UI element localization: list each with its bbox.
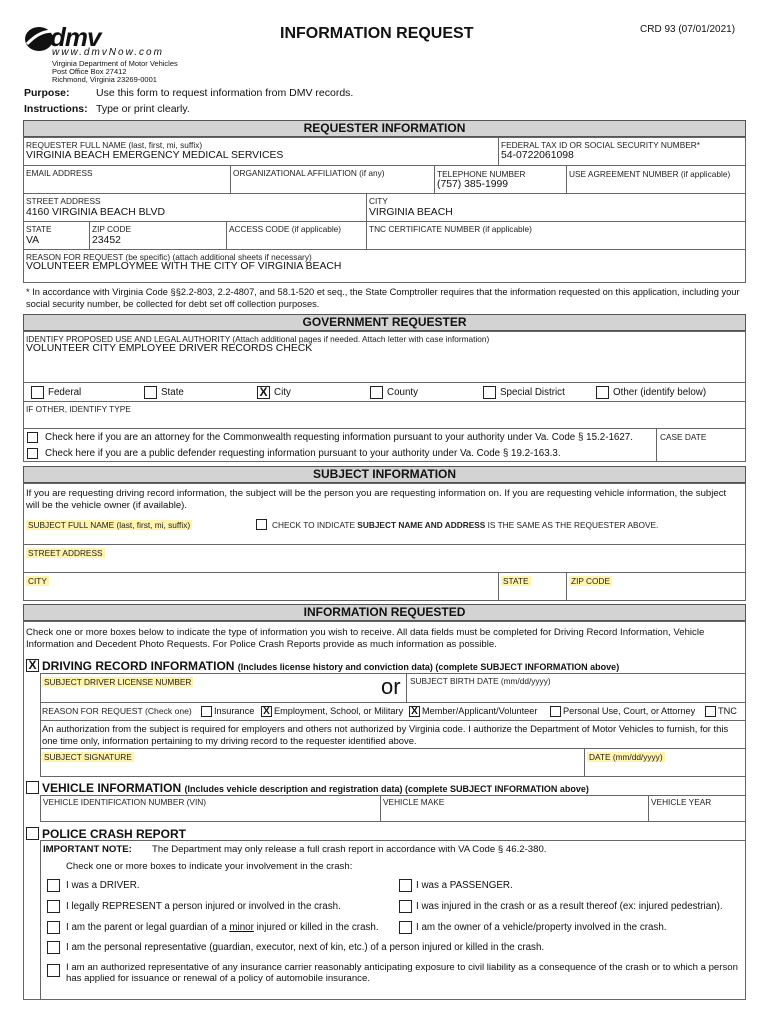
driver-text: I was a DRIVER. bbox=[66, 880, 140, 891]
driving-record-title: DRIVING RECORD INFORMATION (Includes license history and conviction data) (complete SUBJECT INFORMATION above) bbox=[42, 659, 620, 673]
requester-name-label: REQUESTER FULL NAME (last, first, mi, suffix) bbox=[26, 140, 203, 150]
org-affiliation-label: ORGANIZATIONAL AFFILIATION (if any) bbox=[233, 168, 385, 178]
government-section-header: GOVERNMENT REQUESTER bbox=[23, 314, 746, 331]
injured-text: I was injured in the crash or as a result thereof (ex: injured pedestrian). bbox=[416, 901, 723, 912]
other-type-field[interactable] bbox=[26, 414, 741, 425]
city-field[interactable]: VIRGINIA BEACH bbox=[369, 207, 453, 218]
subject-intro: If you are requesting driving record information, the subject will be the person you are requesting information on. If you are requesting vehicle information, the subject will be the vehicle owner (if available). bbox=[26, 488, 727, 511]
requester-name-field[interactable]: VIRGINIA BEACH EMERGENCY MEDICAL SERVICES bbox=[26, 150, 284, 161]
reason-label: Employment, School, or Military bbox=[274, 706, 404, 716]
use-agreement-field[interactable] bbox=[569, 180, 741, 191]
birth-date-field[interactable] bbox=[410, 688, 740, 700]
gov-type-label: City bbox=[274, 387, 291, 398]
gov-type-checkbox-city[interactable]: X bbox=[257, 386, 270, 399]
gov-type-checkbox-other-identify-below[interactable] bbox=[596, 386, 609, 399]
form-code: CRD 93 (07/01/2021) bbox=[640, 24, 736, 35]
subject-signature-label: SUBJECT SIGNATURE bbox=[44, 752, 132, 762]
reason-checkbox-member-applicant-volunteer[interactable]: X bbox=[409, 706, 420, 717]
reason-checkbox-insurance[interactable] bbox=[201, 706, 212, 717]
parent-text: I am the parent or legal guardian of a minor injured or killed in the crash. bbox=[66, 922, 379, 933]
other-type-label: IF OTHER, IDENTIFY TYPE bbox=[26, 404, 131, 414]
gov-type-checkbox-county[interactable] bbox=[370, 386, 383, 399]
subject-zip-field[interactable] bbox=[569, 587, 741, 599]
attorney-text: Check here if you are an attorney for the Commonwealth requesting information pursuant to your authority under Va. Code § 15.2-1627. bbox=[45, 432, 633, 443]
subject-city-label: CITY bbox=[28, 576, 47, 586]
driving-record-checkbox[interactable]: X bbox=[26, 659, 39, 672]
purpose-label: Purpose: bbox=[24, 87, 70, 99]
org-affiliation-field[interactable] bbox=[233, 178, 429, 190]
reason-label: Personal Use, Court, or Attorney bbox=[563, 706, 696, 716]
form-title: INFORMATION REQUEST bbox=[280, 25, 474, 42]
logo-url: www.dmvNow.com bbox=[52, 47, 164, 58]
email-field[interactable] bbox=[26, 178, 226, 190]
parent-checkbox[interactable] bbox=[47, 921, 60, 934]
passenger-text: I was a PASSENGER. bbox=[416, 880, 513, 891]
vin-field[interactable] bbox=[43, 808, 375, 820]
reason-checkbox-personal-use-court-or-attorney[interactable] bbox=[550, 706, 561, 717]
owner-text: I am the owner of a vehicle/property involved in the crash. bbox=[416, 922, 667, 933]
personal-rep-text: I am the personal representative (guardian, executor, next of kin, etc.) of a person injured or killed in the crash. bbox=[66, 942, 545, 953]
reason-label: Insurance bbox=[214, 706, 255, 716]
subject-street-label: STREET ADDRESS bbox=[28, 548, 103, 558]
subject-signature-field[interactable] bbox=[42, 762, 580, 775]
subject-section-header: SUBJECT INFORMATION bbox=[23, 466, 746, 483]
zip-label: ZIP CODE bbox=[92, 224, 132, 234]
comptroller-footnote: * In accordance with Virginia Code §§2.2-803, 2.2-4807, and 58.1-520 et seq., the State Comptroller requires that the information requested on this application, including your social security number, be collected for debt set off collection purposes. bbox=[26, 287, 740, 309]
important-note-label: IMPORTANT NOTE: bbox=[43, 844, 132, 855]
passenger-checkbox[interactable] bbox=[399, 879, 412, 892]
vehicle-info-title: VEHICLE INFORMATION (Includes vehicle description and registration data) (complete SUBJECT INFORMATION above) bbox=[42, 781, 589, 795]
vehicle-make-field[interactable] bbox=[383, 808, 643, 820]
important-note-text: The Department may only release a full crash report in accordance with VA Code § 46.2-380. bbox=[152, 844, 547, 855]
reason-label: Member/Applicant/Volunteer bbox=[422, 706, 538, 716]
signature-date-label: DATE (mm/dd/yyyy) bbox=[589, 752, 663, 762]
crash-report-title: POLICE CRASH REPORT bbox=[42, 827, 187, 841]
gov-type-checkbox-state[interactable] bbox=[144, 386, 157, 399]
crash-check-intro: Check one or more boxes to indicate your involvement in the crash: bbox=[66, 861, 353, 872]
subject-city-field[interactable] bbox=[26, 587, 494, 599]
crash-report-checkbox[interactable] bbox=[26, 827, 39, 840]
owner-checkbox[interactable] bbox=[399, 921, 412, 934]
tnc-cert-field[interactable] bbox=[369, 235, 741, 246]
public-defender-checkbox[interactable] bbox=[27, 448, 38, 459]
represent-checkbox[interactable] bbox=[47, 900, 60, 913]
authorization-text: An authorization from the subject is required for employers and others not authorized by Virginia code. I authorize the Department of Motor Vehicles to furnish, for this one time only, information pertaining to my driving record to the requester identified above. bbox=[42, 723, 729, 746]
proposed-use-label: IDENTIFY PROPOSED USE AND LEGAL AUTHORITY (Attach additional pages if needed. Attach letter with case information) bbox=[26, 334, 490, 344]
state-label: STATE bbox=[26, 224, 52, 234]
driver-license-field[interactable] bbox=[42, 688, 372, 700]
vehicle-year-label: VEHICLE YEAR bbox=[651, 797, 712, 807]
subject-zip-label: ZIP CODE bbox=[571, 576, 611, 586]
requester-section-header: REQUESTER INFORMATION bbox=[23, 120, 746, 137]
case-date-field[interactable] bbox=[660, 443, 742, 457]
driving-reason-label: REASON FOR REQUEST (Check one) bbox=[42, 706, 192, 716]
public-defender-text: Check here if you are a public defender requesting information pursuant to your authority under Va. Code § 19.2-163.3. bbox=[45, 448, 561, 459]
personal-rep-checkbox[interactable] bbox=[47, 941, 60, 954]
instructions-label: Instructions: bbox=[24, 103, 88, 115]
gov-type-checkbox-federal[interactable] bbox=[31, 386, 44, 399]
case-date-label: CASE DATE bbox=[660, 432, 707, 442]
street-field[interactable]: 4160 VIRGINIA BEACH BLVD bbox=[26, 207, 165, 218]
use-agreement-label: USE AGREEMENT NUMBER (if applicable) bbox=[569, 169, 731, 179]
birth-date-label: SUBJECT BIRTH DATE (mm/dd/yyyy) bbox=[410, 676, 551, 686]
subject-state-label: STATE bbox=[503, 576, 529, 586]
vehicle-make-label: VEHICLE MAKE bbox=[383, 797, 445, 807]
gov-type-label: County bbox=[387, 387, 419, 398]
reason-field[interactable]: VOLUNTEER EMPLOYMEE WITH THE CITY OF VIRGINIA BEACH bbox=[26, 261, 342, 272]
subject-state-field[interactable] bbox=[501, 587, 561, 599]
subject-name-field[interactable] bbox=[26, 531, 251, 542]
info-requested-section-header: INFORMATION REQUESTED bbox=[23, 604, 746, 621]
represent-text: I legally REPRESENT a person injured or involved in the crash. bbox=[66, 901, 341, 912]
street-label: STREET ADDRESS bbox=[26, 196, 101, 206]
email-label: EMAIL ADDRESS bbox=[26, 168, 93, 178]
agency-address-1: Post Office Box 27412 bbox=[52, 67, 127, 76]
instructions-text: Type or print clearly. bbox=[96, 103, 190, 115]
phone-field[interactable]: (757) 385-1999 bbox=[437, 179, 509, 190]
tnc-cert-label: TNC CERTIFICATE NUMBER (if applicable) bbox=[369, 224, 532, 234]
gov-type-label: State bbox=[161, 387, 184, 398]
logo-text: dmv bbox=[50, 22, 101, 52]
agency-name: Virginia Department of Motor Vehicles bbox=[52, 59, 178, 68]
agency-address-2: Richmond, Virginia 23269-0001 bbox=[52, 75, 157, 84]
gov-type-label: Special District bbox=[500, 387, 565, 398]
dmv-logo bbox=[24, 22, 194, 84]
driver-license-label: SUBJECT DRIVER LICENSE NUMBER bbox=[44, 677, 192, 687]
gov-type-label: Federal bbox=[48, 387, 82, 398]
reason-label: REASON FOR REQUEST (be specific) (attach additional sheets if necessary) bbox=[26, 252, 312, 262]
reason-checkbox-employment-school-or-military[interactable]: X bbox=[261, 706, 272, 717]
proposed-use-field[interactable]: VOLUNTEER CITY EMPLOYEE DRIVER RECORDS CHECK bbox=[26, 343, 313, 354]
tax-id-label: FEDERAL TAX ID OR SOCIAL SECURITY NUMBER* bbox=[501, 140, 701, 150]
gov-type-checkbox-special-district[interactable] bbox=[483, 386, 496, 399]
tax-id-field[interactable]: 54-0722061098 bbox=[501, 150, 574, 161]
state-field[interactable]: VA bbox=[26, 235, 40, 246]
insurance-rep-checkbox[interactable] bbox=[47, 964, 60, 977]
gov-type-label: Other (identify below) bbox=[613, 387, 707, 398]
info-requested-intro: Check one or more boxes below to indicate the type of information you wish to receive. All data fields must be completed for Driving Record Information, Vehicle Information and Decedent Photo Requests. For Police Crash Reports provide as much information as possible. bbox=[26, 627, 705, 650]
subject-name-label: SUBJECT FULL NAME (last, first, mi, suffix) bbox=[28, 520, 191, 530]
driver-checkbox[interactable] bbox=[47, 879, 60, 892]
insurance-rep-text: I am an authorized representative of any insurance carrier reasonably anticipating exposure to civil liability as a consequence of the crash or to which a person has applied for issuance or renewal of a policy of automobile insurance. bbox=[66, 962, 738, 985]
reason-checkbox-tnc[interactable] bbox=[705, 706, 716, 717]
attorney-checkbox[interactable] bbox=[27, 432, 38, 443]
signature-date-field[interactable] bbox=[587, 762, 741, 775]
vehicle-info-checkbox[interactable] bbox=[26, 781, 39, 794]
same-as-requester-text: CHECK TO INDICATE SUBJECT NAME AND ADDRESS IS THE SAME AS THE REQUESTER ABOVE. bbox=[272, 520, 659, 530]
reason-label: TNC bbox=[718, 706, 737, 716]
access-code-field[interactable] bbox=[229, 235, 361, 246]
same-as-requester-checkbox[interactable] bbox=[256, 519, 267, 530]
access-code-label: ACCESS CODE (if applicable) bbox=[229, 224, 342, 234]
phone-label: TELEPHONE NUMBER bbox=[437, 169, 526, 179]
injured-checkbox[interactable] bbox=[399, 900, 412, 913]
city-label: CITY bbox=[369, 196, 388, 206]
or-text: or bbox=[381, 674, 401, 699]
purpose-text: Use this form to request information from DMV records. bbox=[96, 87, 354, 99]
zip-field[interactable]: 23452 bbox=[92, 235, 121, 246]
vehicle-year-field[interactable] bbox=[651, 808, 741, 820]
vin-label: VEHICLE IDENTIFICATION NUMBER (VIN) bbox=[43, 797, 207, 807]
subject-street-field[interactable] bbox=[26, 558, 741, 570]
